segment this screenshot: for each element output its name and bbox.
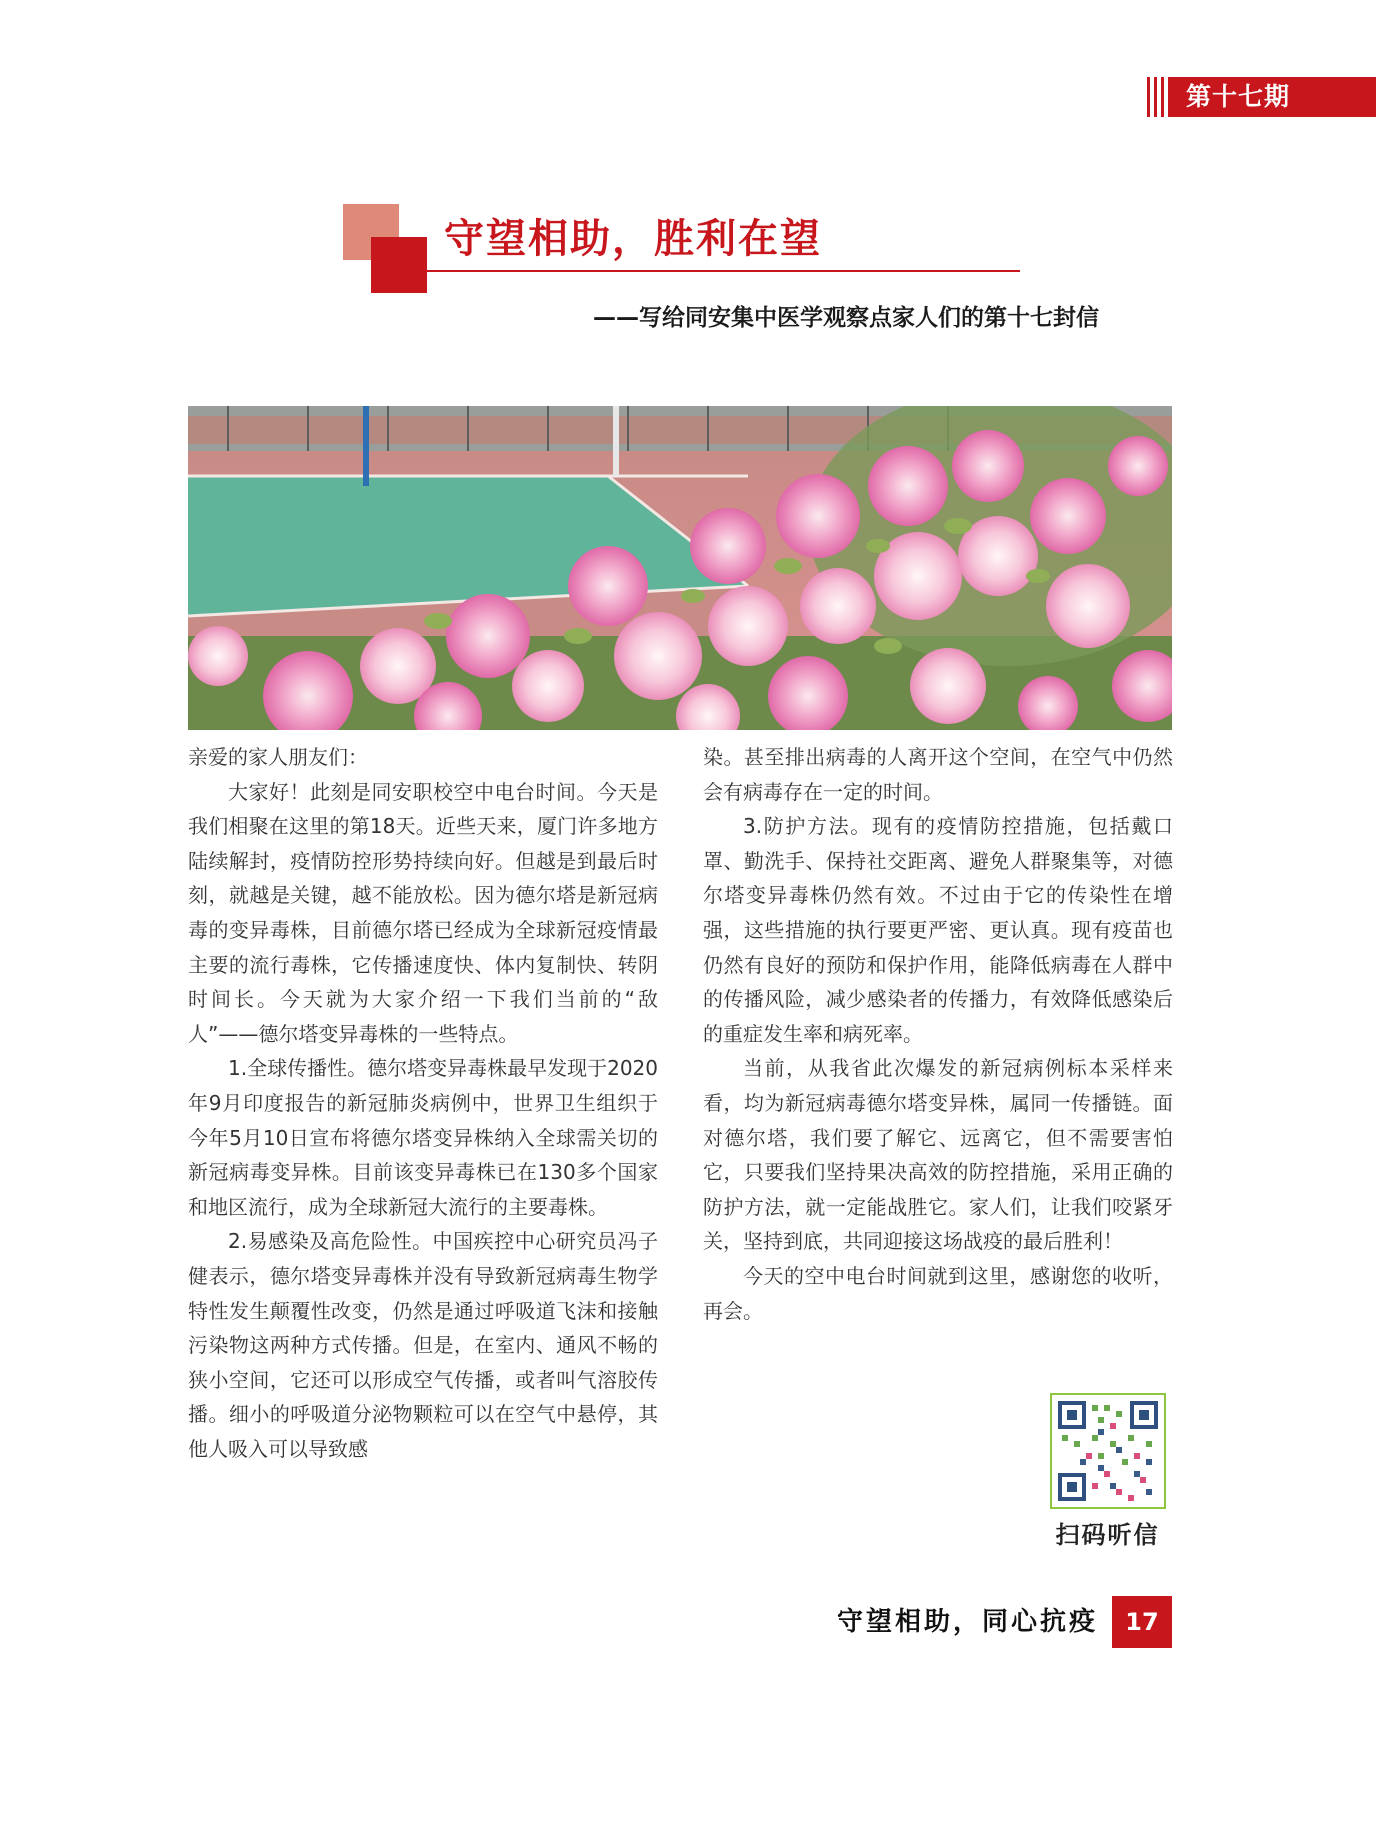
title-decor-square-dark bbox=[371, 237, 427, 293]
body-paragraph: 大家好！此刻是同安职校空中电台时间。今天是我们相聚在这里的第18天。近些天来，厦门许多地方陆续解封，疫情防控形势持续向好。但越是到最后时刻，就越是关键，越不能放松。因为德尔塔是新冠病毒的变异毒株，目前德尔塔已经成为全球新冠疫情最主要的流行毒株，它传播速度快、体内复制快、转阴时间长。今天就为大家介绍一下我们当前的“敌人”——德尔塔变异毒株的一些特点。 bbox=[188, 779, 658, 1046]
article-subtitle: ——写给同安集中医学观察点家人们的第十七封信 bbox=[593, 305, 1099, 331]
article-title: 守望相助，胜利在望 bbox=[444, 216, 822, 262]
article-photo bbox=[188, 406, 1172, 730]
body-paragraph: 2.易感染及高危险性。中国疾控中心研究员冯子健表示，德尔塔变异毒株并没有导致新冠病毒生物学特性发生颠覆性改变，仍然是通过呼吸道飞沫和接触污染物这两种方式传播。但是，在室内、通风不畅的狭小空间，它还可以形成空气传播，或者叫气溶胶传播。细小的呼吸道分泌物颗粒可以在空气中悬停，其他人吸入可以导致感 bbox=[188, 1229, 658, 1461]
footer-slogan: 守望相助，同心抗疫 bbox=[836, 1607, 1098, 1637]
body-column-right bbox=[703, 740, 1173, 1328]
body-paragraph: 3.防护方法。现有的疫情防控措施，包括戴口罩、勤洗手、保持社交距离、避免人群聚集等，对德尔塔变异毒株仍然有效。不过由于它的传染性在增强，这些措施的执行要更严密、更认真。现有疫苗也仍然有良好的预防和保护作用，能降低病毒在人群中的传播风险，减少感染者的传播力，有效降低感染后的重症发生率和病死率。 bbox=[703, 814, 1173, 1046]
issue-tab-stripes bbox=[1146, 77, 1168, 117]
body-paragraph: 当前，从我省此次爆发的新冠病例标本采样来看，均为新冠病毒德尔塔变异株，属同一传播链。面对德尔塔，我们要了解它、远离它，但不需要害怕它，只要我们坚持果决高效的防控措施，采用正确的防护方法，就一定能战胜它。家人们，让我们咬紧牙关，坚持到底，共同迎接这场战疫的最后胜利！ bbox=[703, 1056, 1173, 1254]
title-underline bbox=[427, 270, 1020, 272]
issue-label: 第十七期 bbox=[1168, 77, 1376, 117]
body-paragraph: 今天的空中电台时间就到这里，感谢您的收听，再会。 bbox=[703, 1263, 1173, 1323]
body-paragraph: 染。甚至排出病毒的人离开这个空间，在空气中仍然会有病毒存在一定的时间。 bbox=[703, 745, 1173, 804]
page-number: 17 bbox=[1112, 1596, 1172, 1648]
qr-caption: 扫码听信 bbox=[1055, 1520, 1160, 1549]
body-column-left bbox=[188, 740, 658, 1466]
issue-tab bbox=[1146, 77, 1376, 117]
body-paragraph: 1.全球传播性。德尔塔变异毒株最早发现于2020年9月印度报告的新冠肺炎病例中，世界卫生组织于今年5月10日宣布将德尔塔变异株纳入全球需关切的新冠病毒变异株。目前该变异毒株已在130多个国家和地区流行，成为全球新冠大流行的主要毒株。 bbox=[188, 1056, 658, 1219]
salutation: 亲爱的家人朋友们： bbox=[188, 745, 368, 769]
qr-code[interactable] bbox=[1050, 1393, 1166, 1509]
